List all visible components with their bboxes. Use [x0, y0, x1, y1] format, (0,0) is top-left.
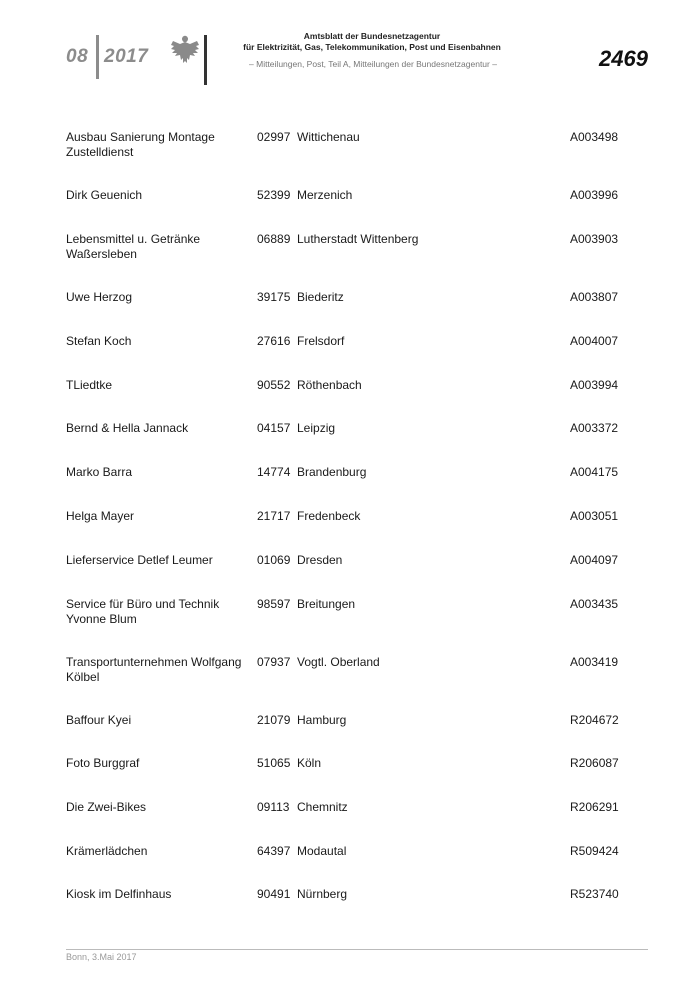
- issue-year: 2017: [104, 46, 149, 67]
- entry-name: Lieferservice Detlef Leumer: [66, 553, 213, 567]
- entry-name: Stefan Koch: [66, 334, 132, 348]
- entry-number: R206291: [570, 800, 619, 814]
- entry-number: A004007: [570, 334, 619, 348]
- entry-ort: Chemnitz: [297, 800, 348, 814]
- entry-name: Transportunternehmen Wolfgang Kölbel: [66, 655, 242, 684]
- publication-subtitle: – Mitteilungen, Post, Teil A, Mitteilungen der Bundesnetzagentur –: [249, 59, 497, 69]
- entry-plz: 07937: [257, 655, 291, 669]
- footer-divider: [66, 949, 648, 950]
- header-divider: [96, 35, 99, 79]
- entry-name: Kiosk im Delfinhaus: [66, 887, 172, 901]
- entry-name: Bernd & Hella Jannack: [66, 421, 189, 435]
- entry-name: Ausbau Sanierung Montage Zustelldienst: [66, 130, 215, 159]
- publication-title: [222, 31, 522, 53]
- federal-eagle-icon: [170, 33, 200, 67]
- entry-ort: Frelsdorf: [297, 334, 345, 348]
- entry-number: A003903: [570, 232, 619, 246]
- entry-plz: 64397: [257, 844, 291, 858]
- entry-number: R509424: [570, 844, 619, 858]
- entry-ort: Brandenburg: [297, 465, 367, 479]
- entry-name: Service für Büro und Technik Yvonne Blum: [66, 597, 220, 626]
- entry-plz: 01069: [257, 553, 291, 567]
- entry-name: Dirk Geuenich: [66, 188, 143, 202]
- entry-ort: Nürnberg: [297, 887, 348, 901]
- page-number: 2469: [599, 46, 648, 71]
- entry-number: R204672: [570, 713, 619, 727]
- entry-name: Marko Barra: [66, 465, 133, 479]
- entry-name: Lebensmittel u. Getränke Waßersleben: [66, 232, 201, 261]
- entry-plz: 21717: [257, 509, 291, 523]
- entry-number: A003419: [570, 655, 619, 669]
- entry-name: Helga Mayer: [66, 509, 135, 523]
- entry-number: A004097: [570, 553, 619, 567]
- entry-ort: Köln: [297, 756, 322, 770]
- entry-name: Krämerlädchen: [66, 844, 148, 858]
- entry-plz: 06889: [257, 232, 291, 246]
- entry-name: Baffour Kyei: [66, 713, 132, 727]
- entry-ort: Röthenbach: [297, 378, 362, 392]
- entry-number: A003498: [570, 130, 619, 144]
- entry-number: A003372: [570, 421, 619, 435]
- entry-plz: 90491: [257, 887, 291, 901]
- entry-number: A003435: [570, 597, 619, 611]
- entry-number: A003994: [570, 378, 619, 392]
- footer-date: Bonn, 3.Mai 2017: [66, 952, 137, 962]
- entry-ort: Modautal: [297, 844, 347, 858]
- entry-plz: 14774: [257, 465, 291, 479]
- entry-name: Foto Burggraf: [66, 756, 140, 770]
- entry-plz: 51065: [257, 756, 291, 770]
- entry-number: A003996: [570, 188, 619, 202]
- entry-number: A004175: [570, 465, 619, 479]
- entry-number: A003807: [570, 290, 619, 304]
- entry-plz: 27616: [257, 334, 291, 348]
- header-divider-dark: [204, 35, 207, 85]
- entry-ort: Dresden: [297, 553, 343, 567]
- issue-number: 08: [66, 46, 89, 67]
- entry-ort: Biederitz: [297, 290, 344, 304]
- entry-plz: 21079: [257, 713, 291, 727]
- entry-plz: 39175: [257, 290, 291, 304]
- entry-plz: 09113: [257, 800, 290, 814]
- publication-title-line2: für Elektrizität, Gas, Telekommunikation, Post und Eisenbahnen: [243, 42, 501, 52]
- entry-ort: Hamburg: [297, 713, 347, 727]
- entry-plz: 02997: [257, 130, 291, 144]
- entry-ort: Lutherstadt Wittenberg: [297, 232, 419, 246]
- entry-name: TLiedtke: [66, 378, 113, 392]
- entry-plz: 52399: [257, 188, 291, 202]
- entry-name: Die Zwei-Bikes: [66, 800, 147, 814]
- entry-ort: Vogtl. Oberland: [297, 655, 380, 669]
- entry-plz: 04157: [257, 421, 291, 435]
- entry-ort: Merzenich: [297, 188, 353, 202]
- entry-name: Uwe Herzog: [66, 290, 133, 304]
- entry-ort: Fredenbeck: [297, 509, 361, 523]
- entry-ort: Wittichenau: [297, 130, 360, 144]
- entry-ort: Leipzig: [297, 421, 336, 435]
- entry-number: A003051: [570, 509, 619, 523]
- entry-number: R523740: [570, 887, 619, 901]
- publication-title-line1: Amtsblatt der Bundesnetzagentur: [303, 31, 441, 41]
- entry-plz: 98597: [257, 597, 291, 611]
- entry-plz: 90552: [257, 378, 291, 392]
- entry-ort: Breitungen: [297, 597, 356, 611]
- entry-number: R206087: [570, 756, 619, 770]
